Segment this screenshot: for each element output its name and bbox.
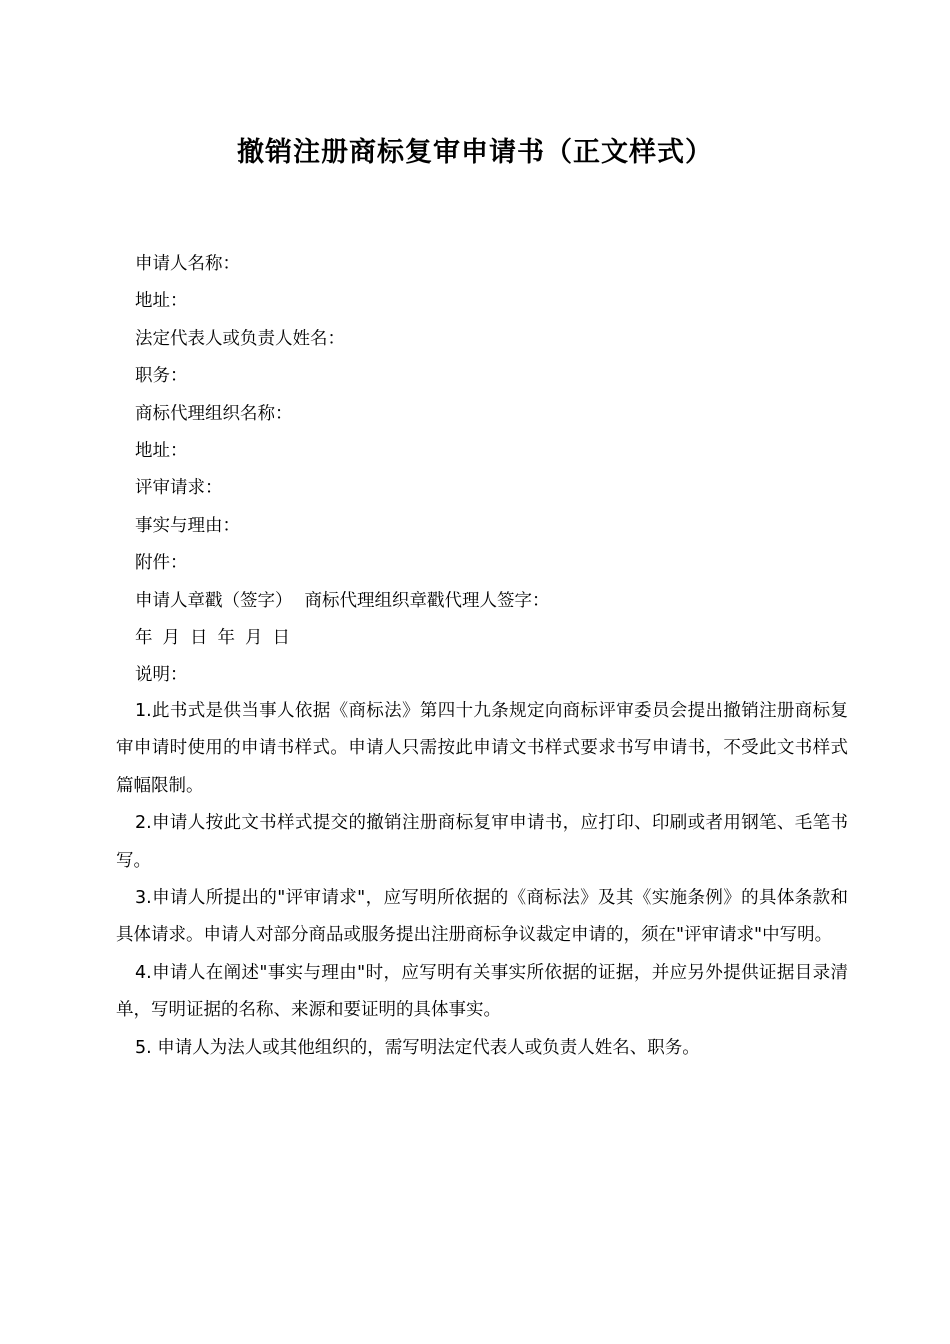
date-day-1: 日 — [190, 627, 208, 648]
field-facts-and-reasons: 事实与理由： — [135, 515, 240, 536]
field-legal-representative: 法定代表人或负责人姓名： — [135, 328, 345, 349]
field-attachments: 附件： — [135, 553, 188, 574]
form-fields — [135, 246, 855, 695]
note-item-1: 1.此书式是供当事人依据《商标法》第四十九条规定向商标评审委员会提出撤销注册商标复审申请时使用的申请书样式。申请人只需按此申请文书样式要求书写申请书，不受此文书样式篇幅限制。 — [116, 701, 848, 796]
signature-line — [135, 583, 855, 620]
date-month-2: 月 — [245, 627, 263, 648]
note-item-5: 5. 申请人为法人或其他组织的，需写明法定代表人或负责人姓名、职务。 — [135, 1037, 700, 1058]
field-agency-address: 地址： — [135, 440, 188, 461]
notes-section — [116, 693, 848, 1067]
field-applicant-name: 申请人名称： — [135, 254, 240, 274]
notes-heading: 说明： — [135, 665, 188, 686]
date-year-1: 年 — [135, 627, 153, 648]
applicant-signature-label: 申请人章戳（签字） — [135, 590, 293, 611]
note-item-3: 3.申请人所提出的"评审请求"，应写明所依据的《商标法》及其《实施条例》的具体条款和具体请求。申请人对部分商品或服务提出注册商标争议裁定申请的，须在"评审请求"中写明。 — [116, 888, 848, 946]
date-day-2: 日 — [272, 627, 290, 648]
agency-signature-label: 商标代理组织章戳代理人签字： — [304, 590, 550, 611]
note-item-4: 4.申请人在阐述"事实与理由"时，应写明有关事实所依据的证据，并应另外提供证据目录清单，写明证据的名称、来源和要证明的具体事实。 — [116, 962, 848, 1021]
field-agency-name: 商标代理组织名称： — [135, 403, 293, 424]
document-title: 撤销注册商标复审申请书（正文样式） — [237, 137, 713, 168]
date-year-2: 年 — [217, 627, 235, 648]
date-month-1: 月 — [162, 627, 180, 648]
field-applicant-address: 地址： — [135, 291, 188, 312]
date-line — [135, 620, 855, 657]
field-position: 职务： — [135, 366, 188, 387]
field-review-request: 评审请求： — [135, 478, 223, 499]
note-item-2: 2.申请人按此文书样式提交的撤销注册商标复审申请书，应打印、印刷或者用钢笔、毛笔书写。 — [116, 813, 848, 871]
